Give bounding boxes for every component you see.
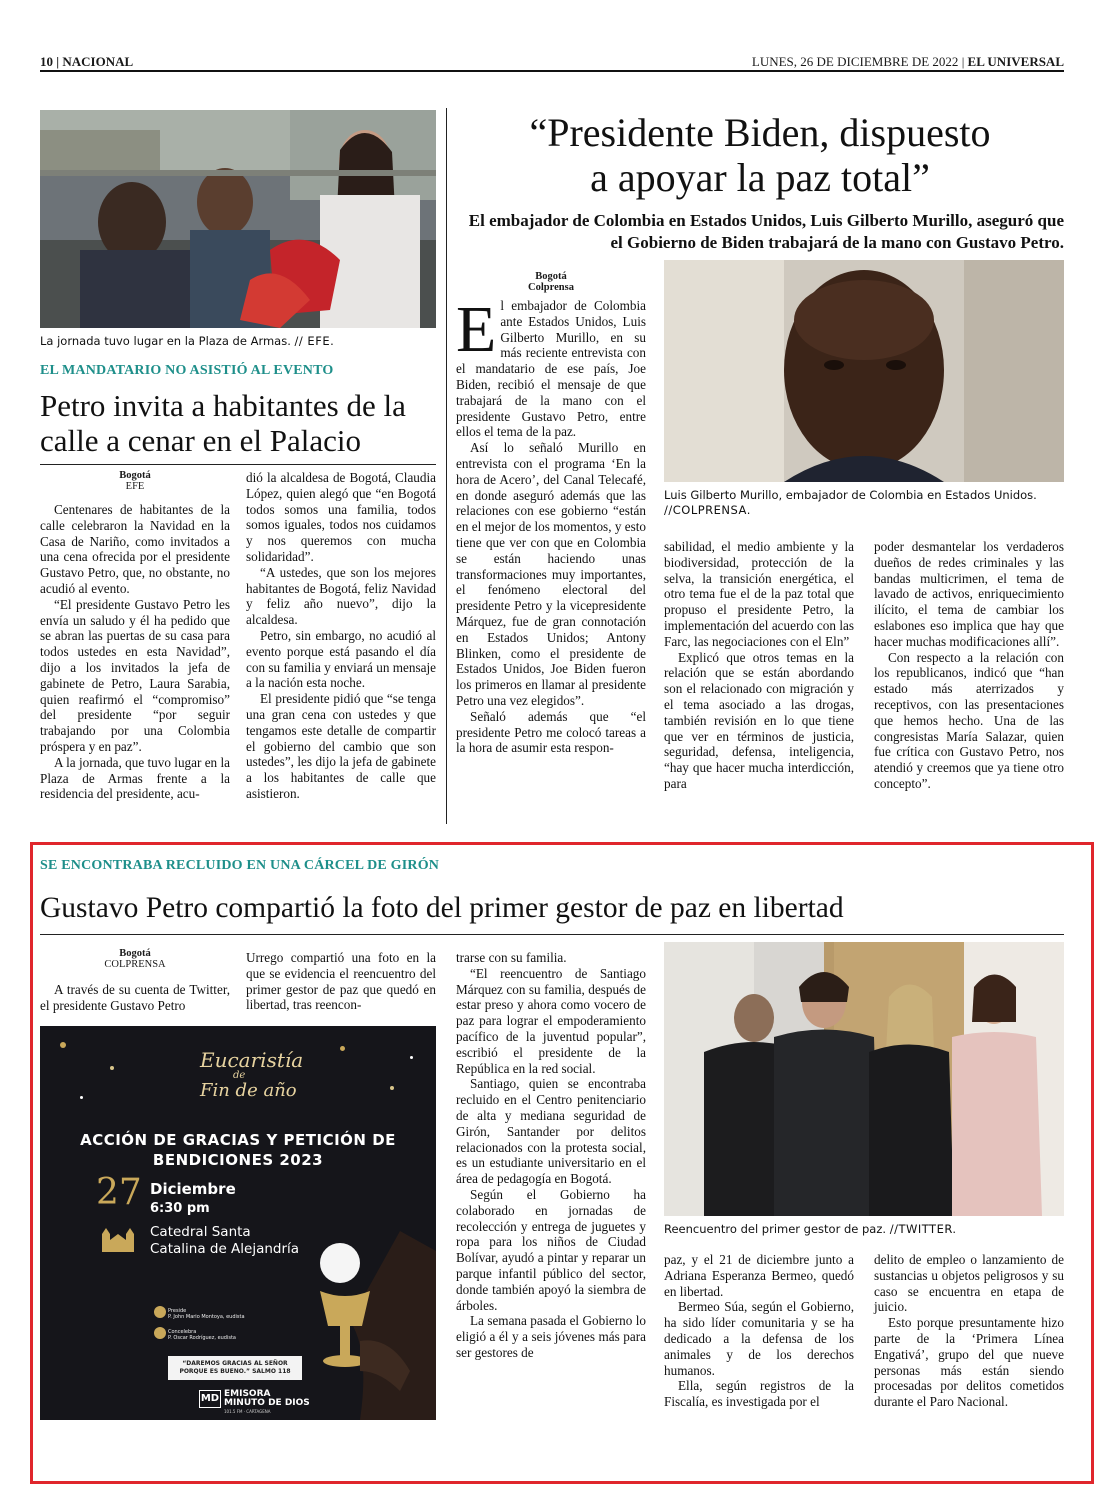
column-divider (446, 108, 447, 824)
headline-rule-bottom (40, 934, 1064, 935)
article-left-col2: dió la alcaldesa de Bogotá, Claudia López, quien alegó que “en Bogotá todos somos una familia, todos somos iguales, todos nos cuidamos y nos queremos con mucha solidaridad”. “A ustedes, que son los mejores habitantes de Bogotá, feliz Navidad y feliz año nuevo”, dijo la alcaldesa. Petro, sin embargo, no acudió al evento porque está pasando el día con su familia y enviará un mensaje a la nación esta noche. El presidente pidió que “se tenga una gran cena con ustedes y que tengamos este detalle de compartir el gobierno del cambio que son ustedes”, les dijo la jefa de gabinete a los habitantes de calle que asistieron. (246, 470, 436, 801)
dek-right: El embajador de Colombia en Estados Unidos, Luis Gilberto Murillo, aseguró que el Gobierno de Biden trabajará de la mano con Gustavo Petro. (468, 211, 1064, 252)
article-bottom-col4: paz, y el 21 de diciembre junto a Adriana Esperanza Bermeo, quedó en libertad. Bermeo Súa, según el Gobierno, ha sido líder comunitaria y se ha dedicado a la defensa de los animales y de los derechos humanos. Ella, según registros de la Fiscalía, es investigada por el (664, 1252, 854, 1410)
photo-dinner-event (40, 110, 436, 328)
ad-time: 6:30 pm (150, 1201, 210, 1216)
article-bottom-col1: A través de su cuenta de Twitter, el presidente Gustavo Petro (40, 982, 230, 1013)
dropcap: E (456, 293, 497, 366)
ad-title-line1: ACCIÓN DE GRACIAS Y PETICIÓN DE (80, 1131, 396, 1149)
headline-right-line1: “Presidente Biden, dispuesto (529, 110, 991, 155)
radio-logo-sub: 101.5 FM · CARTAGENA (224, 1409, 271, 1414)
photo-murillo (664, 260, 1064, 482)
presider-avatar (154, 1306, 166, 1318)
kicker-left: EL MANDATARIO NO ASISTIÓ AL EVENTO (40, 363, 334, 378)
page-section-label: 10 | NACIONAL (40, 54, 134, 69)
ad-script-fin: Fin de año (200, 1080, 297, 1101)
article-bottom-col3: trarse con su familia. “El reencuentro de Santiago Márquez con su familia, después de estar preso y ahora como vocero de paz para lograr el empoderamiento pacífico de la juventud popular”, escribió el presidente de la República en la red social. Santiago, quien se encontraba recluido en el Centro penitenciario de alta y mediana seguridad de Girón, Santander por delitos relacionados con la protesta social, es un estudiante universitario en el área de pedagogía en Bogotá. Según el Gobierno ha colaborado en jornadas de recolección y entrega de juguetes y ropa para los niños de Ciudad Bolívar, ayudó a pintar y reparar un parque infantil público del sector, donde también apoyó la siembra de árboles. La semana pasada el Gobierno lo eligió a él y a seis jóvenes más para ser gestores de (456, 950, 646, 1360)
radio-logo-text: EMISORA MINUTO DE DIOS (224, 1389, 310, 1408)
chalice-illustration (300, 1231, 436, 1420)
article-right-col2: sabilidad, el medio ambiente y la biodiversidad, protección de la selva, la transición energética, el otro tema fue el de la paz total que propuso el presidente Petro, la implementación del acuerdo con las Farc, las negociaciones con el Eln” Explicó que otros temas en la relación que se están abordando son el relacionado con migración y el tema asociado a las drogas, también revisión en lo que tiene que ver en términos de justicia, seguridad, defensa, inteligencia, “hay que hacer mucha interdicción, para (664, 539, 854, 791)
page-date-paper: LUNES, 26 DE DICIEMBRE DE 2022 | EL UNIVERSAL (751, 54, 1064, 69)
page-header (40, 54, 1064, 72)
radio-logo-mark: MD (199, 1390, 221, 1408)
advertisement-eucaristia (40, 1026, 436, 1420)
headline-right (456, 110, 1064, 200)
byline-right: Bogotá Colprensa (528, 271, 574, 293)
photo-caption-murillo: Luis Gilberto Murillo, embajador de Colombia en Estados Unidos. //COLPRENSA. (664, 488, 1037, 517)
church-icon (98, 1226, 138, 1252)
headline-rule-left (40, 464, 436, 465)
ad-script-eucaristia: Eucaristía (200, 1048, 304, 1072)
article-bottom-col5: delito de empleo o lanzamiento de sustancias u objetos peligrosos y su caso se encuentra en etapa de juicio. Esto porque presuntamente hizo parte de la ‘Primera Línea Engativá’, grupo del que nueve personas más están siendo procesadas por delitos cometidos durante el Paro Nacional. (874, 1252, 1064, 1410)
photo-caption-reunion: Reencuentro del primer gestor de paz. //TWITTER. (664, 1222, 957, 1236)
ad-title-line2: BENDICIONES 2023 (152, 1151, 324, 1169)
photo-caption-dinner: La jornada tuvo lugar en la Plaza de Armas. // EFE. (40, 334, 335, 348)
headline-right-line2: a apoyar la paz total” (590, 155, 930, 200)
headline-left: Petro invita a habitantes de la calle a cenar en el Palacio (40, 388, 406, 458)
ad-month: Diciembre (150, 1180, 236, 1198)
celebrant-avatar (154, 1327, 166, 1339)
article-right-col3: poder desmantelar los verdaderos dueños de redes criminales y las bandas multicrimen, el tema de lavado de activos, enriquecimiento ilícito, el tema de cambiar los eslabones eso implica que hay que hacer muchas modificaciones allí”. Con respecto a la relación con los republicanos, indicó que “han estado más aterrizados y receptivos, con las presentaciones que hemos hecho. Una de las congresistas María Salazar, quien fue crítica con Gustavo Petro, nos atendió y creemos que ya tiene otro concepto”. (874, 539, 1064, 791)
ad-place: Catedral Santa Catalina de Alejandría (150, 1224, 300, 1257)
ad-celebrant: Concelebra P. Oscar Rodríguez, eudista (168, 1329, 237, 1341)
article-left-col1: Centenares de habitantes de la calle celebraron la Navidad en la Casa de Nariño, como invitados a una cena ofrecida por el presidente Gustavo Petro, que, no obstante, no acudió al evento. “El presidente Gustavo Petro les envía un saludo y él ha pedido que se abran las puertas de su casa para todos ustedes en esta Navidad”, dijo a los invitados la jefa de gabinete de Petro, Laura Sarabia, quien reafirmó el “compromiso” del presidente “por seguir trabajando por una Colombia próspera y en paz”. A la jornada, que tuvo lugar en la Plaza de Armas frente a la residencia del presidente, acu- (40, 502, 230, 802)
photo-reunion (664, 942, 1064, 1216)
byline-left: Bogotá EFE (119, 470, 151, 492)
ad-quote: “DAREMOS GRACIAS AL SEÑOR PORQUE ES BUENO.” SALMO 118 (168, 1356, 302, 1380)
article-bottom-col2: Urrego compartió una foto en la que se evidencia el reencuentro del primer gestor de paz que quedó en libertad, tras reencon- (246, 950, 436, 1013)
article-right-col1: El embajador de Colombia ante Estados Unidos, Luis Gilberto Murillo, en su más reciente entrevista con el mandatario de ese país, Joe Biden, recibió el mensaje de que trabajará de la mano con el presidente Gustavo Petro, entre ellos el tema de la paz. Así lo señaló Murillo en entrevista con el programa ‘En la hora de Acero’, del Canal Telecafé, en donde aseguró además que las relaciones con ese gobierno “están en el mejor de los momentos, y esto tiene que ver con que en Colombia se están haciendo unas transformaciones muy importantes, el fenómeno electoral del presidente Petro y la vicepresidente Márquez, fue de gran connotación en Estados Unidos; Antony Blinken, como el presidente de Estados Unidos, Joe Biden fueron los primeros en llamar al presidente Petro una vez elegidos”. Señaló además que “el presidente Petro me colocó tareas a la hora de asumir esta respon- (456, 293, 646, 756)
byline-bottom: Bogotá COLPRENSA (104, 948, 166, 970)
kicker-bottom: SE ENCONTRABA RECLUIDO EN UNA CÁRCEL DE GIRÓN (40, 858, 440, 873)
ad-presider: Preside P. John Mario Montoya, eudista (168, 1308, 245, 1320)
headline-bottom: Gustavo Petro compartió la foto del primer gestor de paz en libertad (40, 892, 844, 924)
ad-day: 27 (96, 1172, 142, 1213)
ad-script-de: de (233, 1070, 246, 1081)
